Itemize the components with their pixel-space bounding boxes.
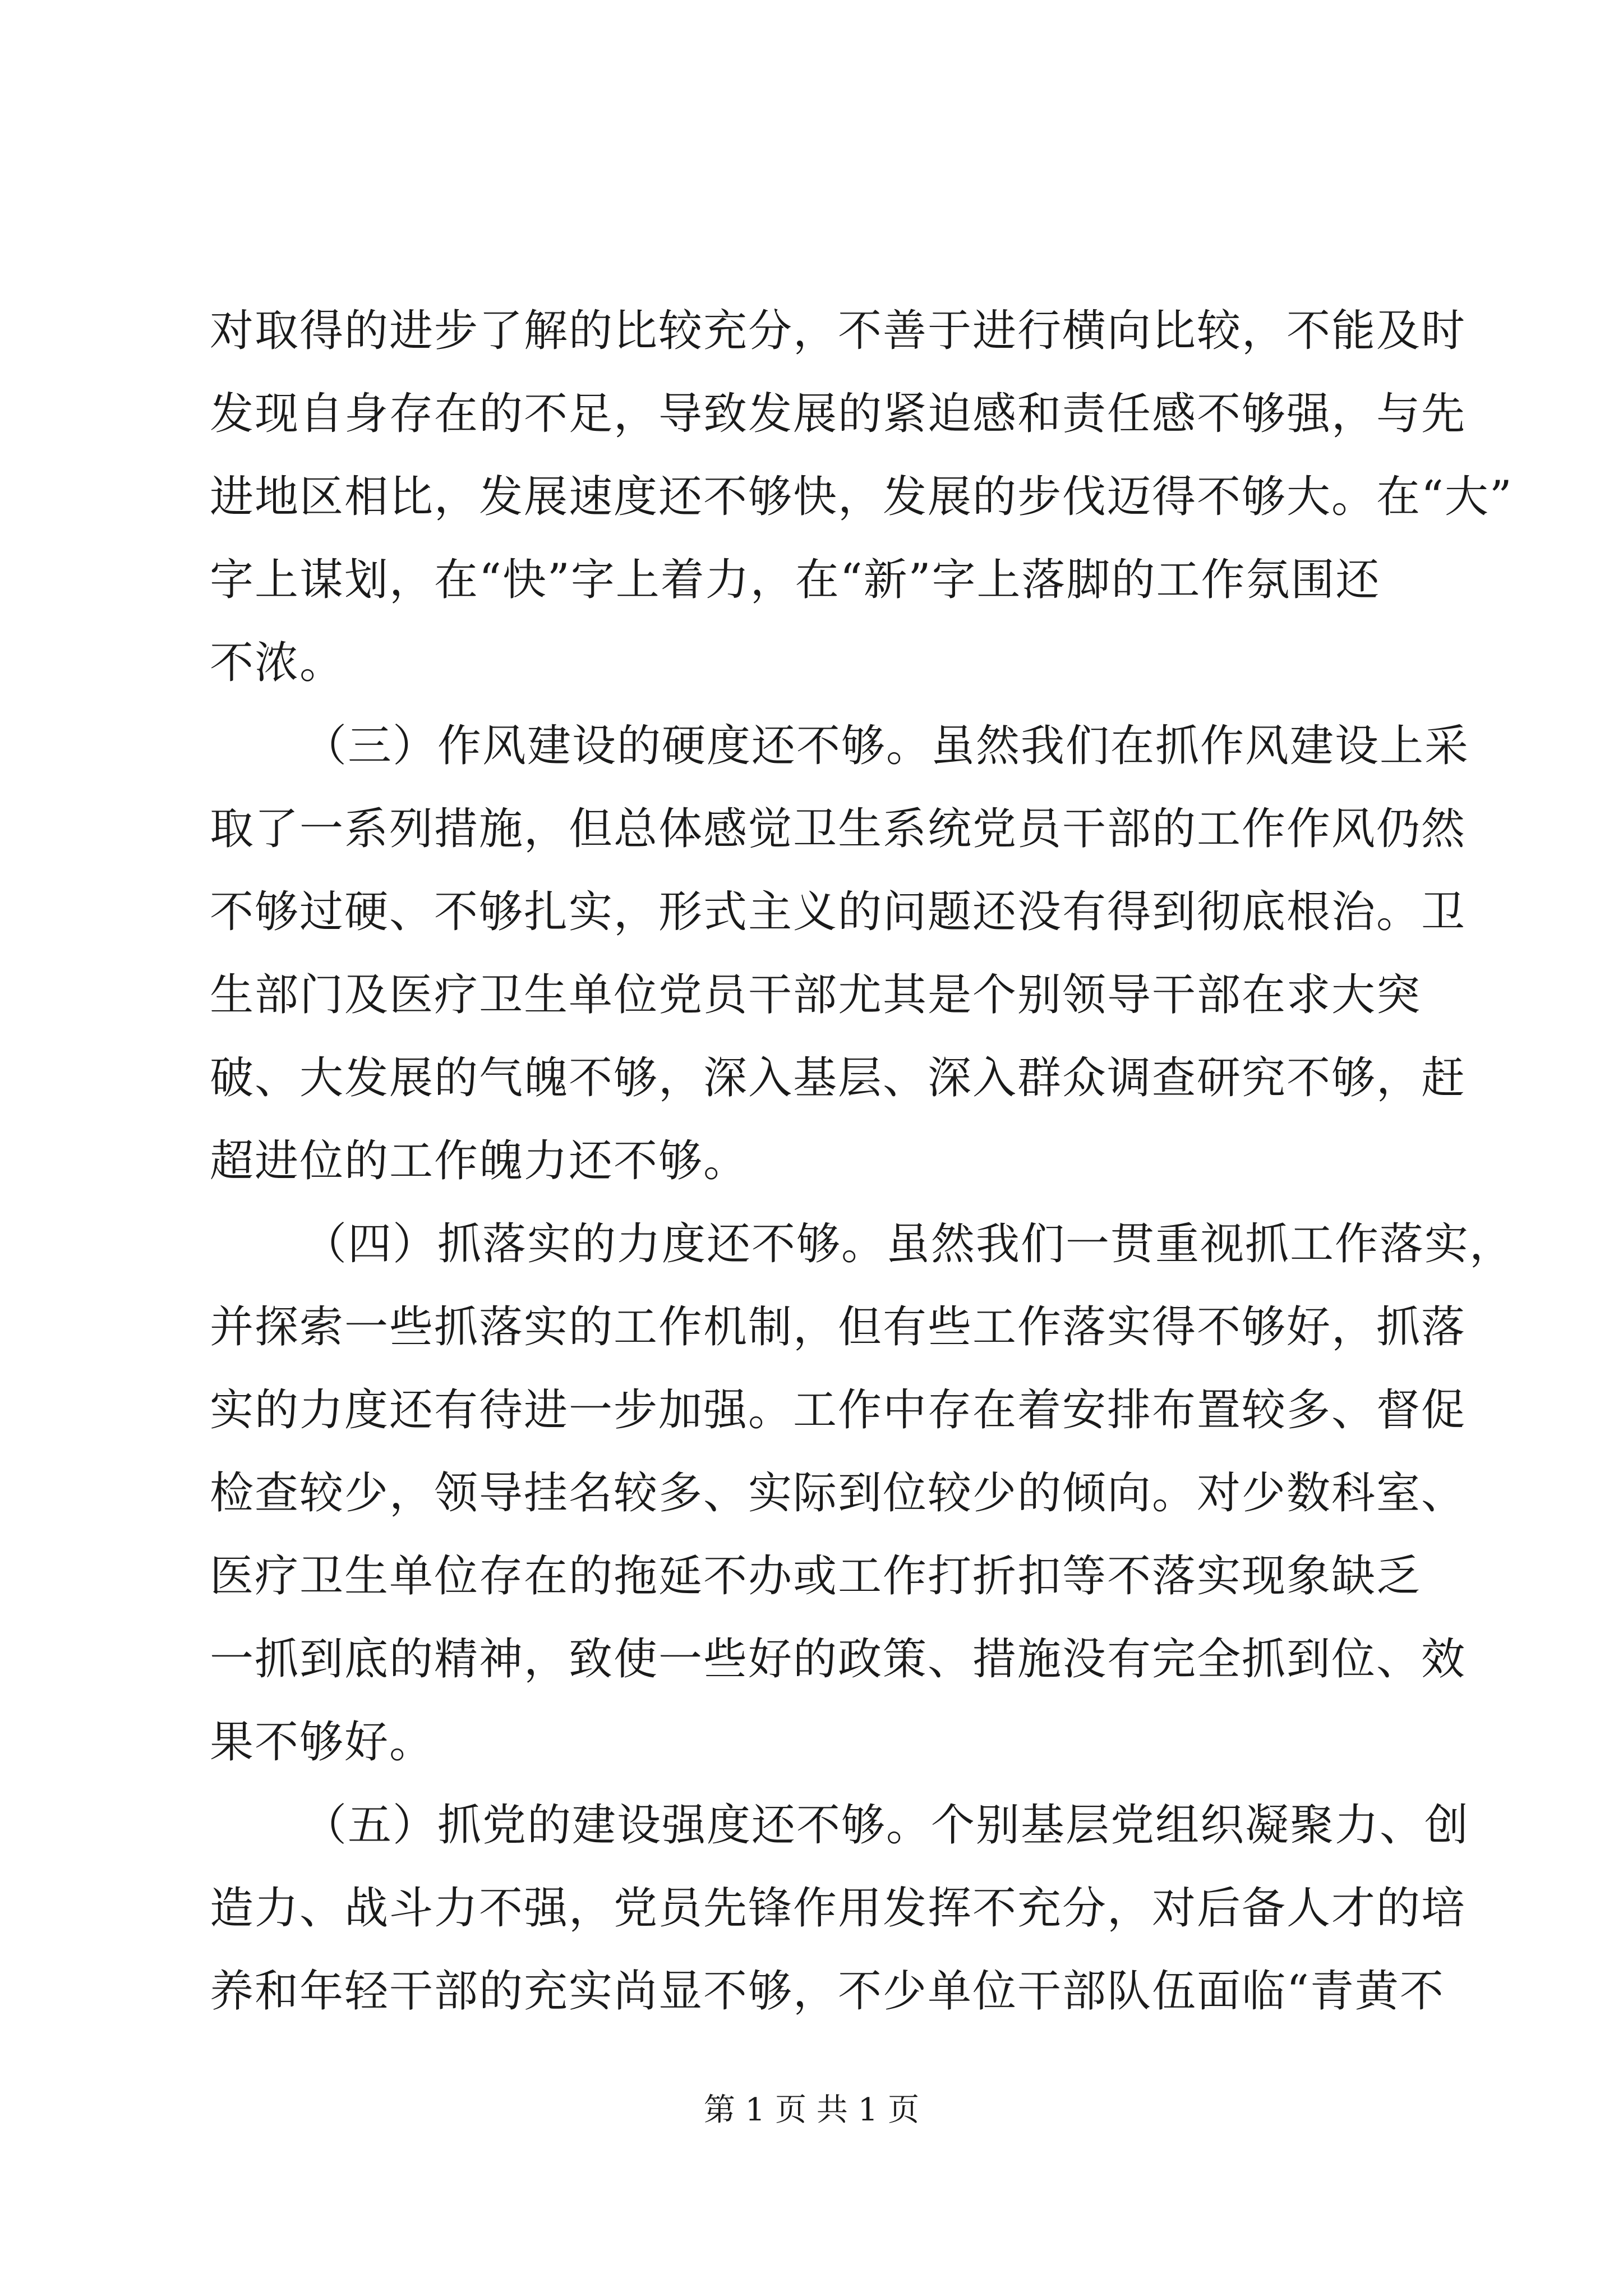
page-footer: 第 1 页 共 1 页 xyxy=(703,2092,920,2128)
body-line: 养和年轻干部的充实尚显不够，不少单位干部队伍面临“青黄不 xyxy=(210,1966,1445,2017)
section-heading-line: （四）抓落实的力度还不够。虽然我们一贯重视抓工作落实， xyxy=(303,1219,1515,1269)
body-line: 超进位的工作魄力还不够。 xyxy=(210,1136,749,1186)
body-line: 造力、战斗力不强，党员先锋作用发挥不充分，对后备人才的培 xyxy=(210,1883,1467,1934)
body-line: 并探索一些抓落实的工作机制，但有些工作落实得不够好，抓落 xyxy=(210,1302,1467,1352)
body-line: 果不够好。 xyxy=(210,1717,435,1768)
body-line: 生部门及医疗卫生单位党员干部尤其是个别领导干部在求大突 xyxy=(210,970,1422,1020)
body-line: 实的力度还有待进一步加强。工作中存在着安排布置较多、督促 xyxy=(210,1385,1467,1435)
body-line: 医疗卫生单位存在的拖延不办或工作打折扣等不落实现象缺乏 xyxy=(210,1551,1422,1602)
body-line: 检查较少，领导挂名较多、实际到位较少的倾向。对少数科室、 xyxy=(210,1468,1467,1519)
body-line: 一抓到底的精神，致使一些好的政策、措施没有完全抓到位、效 xyxy=(210,1634,1467,1685)
body-line: 进地区相比，发展速度还不够快，发展的步伐迈得不够大。在“大” xyxy=(210,472,1513,522)
section-heading-line: （五）抓党的建设强度还不够。个别基层党组织凝聚力、创 xyxy=(303,1800,1470,1851)
body-line: 发现自身存在的不足，导致发展的紧迫感和责任感不够强，与先 xyxy=(210,389,1467,439)
body-line: 不浓。 xyxy=(210,638,345,688)
section-heading-line: （三）作风建设的硬度还不够。虽然我们在抓作风建设上采 xyxy=(303,721,1470,771)
body-line: 破、大发展的气魄不够，深入基层、深入群众调查研究不够，赶 xyxy=(210,1053,1467,1103)
body-line: 取了一系列措施，但总体感觉卫生系统党员干部的工作作风仍然 xyxy=(210,804,1467,854)
body-line: 字上谋划，在“快”字上着力，在“新”字上落脚的工作氛围还 xyxy=(210,555,1381,605)
body-line: 对取得的进步了解的比较充分，不善于进行横向比较，不能及时 xyxy=(210,306,1467,356)
body-line: 不够过硬、不够扎实，形式主义的问题还没有得到彻底根治。卫 xyxy=(210,887,1467,937)
